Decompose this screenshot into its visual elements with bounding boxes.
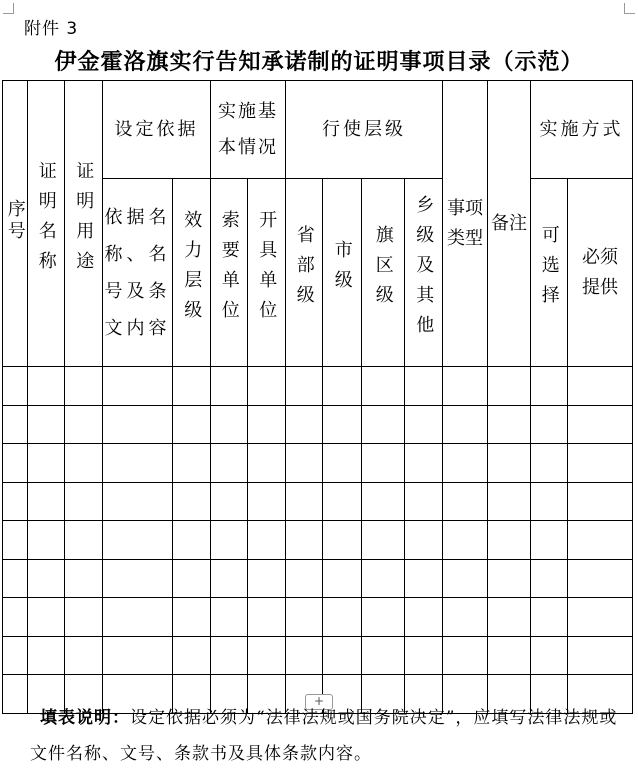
table-cell[interactable] <box>3 675 28 714</box>
table-cell[interactable] <box>362 482 405 521</box>
table-cell[interactable] <box>286 598 323 637</box>
table-cell[interactable] <box>568 444 633 483</box>
table-cell[interactable] <box>65 559 103 598</box>
table-cell[interactable] <box>488 521 531 560</box>
table-cell[interactable] <box>173 636 211 675</box>
table-cell[interactable] <box>405 598 443 637</box>
table-cell[interactable] <box>248 482 286 521</box>
header-impl-issue: 开具单位 <box>248 179 286 367</box>
table-cell[interactable] <box>568 482 633 521</box>
table-cell[interactable] <box>443 482 488 521</box>
table-cell[interactable] <box>28 598 65 637</box>
table-cell[interactable] <box>568 559 633 598</box>
table-cell[interactable] <box>488 367 531 406</box>
fill-instructions-text: 设定依据必须为“法律法规或国务院决定”，应填写法律法规或文件名称、文号、条款书及具体条款内容。 <box>30 708 618 764</box>
table-cell[interactable] <box>173 598 211 637</box>
table-cell[interactable] <box>103 444 173 483</box>
table-cell[interactable] <box>103 367 173 406</box>
header-basis-group: 设定依据 <box>103 81 211 179</box>
table-cell[interactable] <box>28 521 65 560</box>
table-cell[interactable] <box>173 559 211 598</box>
table-cell[interactable] <box>3 598 28 637</box>
fill-instructions-label: 填表说明： <box>40 708 130 728</box>
table-row <box>3 444 633 483</box>
table-cell[interactable] <box>323 482 362 521</box>
table-cell[interactable] <box>531 482 568 521</box>
table-cell[interactable] <box>211 559 248 598</box>
table-cell[interactable] <box>488 405 531 444</box>
table-cell[interactable] <box>405 559 443 598</box>
table-cell[interactable] <box>28 636 65 675</box>
table-cell[interactable] <box>286 521 323 560</box>
table-cell[interactable] <box>531 521 568 560</box>
table-cell[interactable] <box>531 636 568 675</box>
table-cell[interactable] <box>488 444 531 483</box>
table-cell[interactable] <box>323 559 362 598</box>
table-cell[interactable] <box>531 598 568 637</box>
header-impl-group: 实施基本情况 <box>211 81 286 179</box>
table-cell[interactable] <box>248 559 286 598</box>
table-cell[interactable] <box>488 636 531 675</box>
table-cell[interactable] <box>248 521 286 560</box>
header-type: 事项类型 <box>443 81 488 367</box>
page-title: 伊金霍洛旗实行告知承诺制的证明事项目录（示范） <box>54 49 584 75</box>
table-cell[interactable] <box>286 444 323 483</box>
table-cell[interactable] <box>211 444 248 483</box>
table-cell[interactable] <box>405 405 443 444</box>
table-cell[interactable] <box>568 521 633 560</box>
table-cell[interactable] <box>65 444 103 483</box>
table-cell[interactable] <box>28 559 65 598</box>
table-cell[interactable] <box>103 482 173 521</box>
table-cell[interactable] <box>323 444 362 483</box>
catalog-table <box>2 80 633 714</box>
table-cell[interactable] <box>531 559 568 598</box>
table-cell[interactable] <box>28 444 65 483</box>
header-level-city: 市级 <box>323 179 362 367</box>
table-cell[interactable] <box>173 521 211 560</box>
table-cell[interactable] <box>488 559 531 598</box>
table-cell[interactable] <box>248 636 286 675</box>
table-cell[interactable] <box>65 482 103 521</box>
table-cell[interactable] <box>211 482 248 521</box>
table-cell[interactable] <box>65 636 103 675</box>
table-cell[interactable] <box>362 598 405 637</box>
table-cell[interactable] <box>3 482 28 521</box>
page-corner-mark <box>3 3 14 14</box>
table-cell[interactable] <box>3 367 28 406</box>
table-cell[interactable] <box>286 405 323 444</box>
table-cell[interactable] <box>28 405 65 444</box>
table-cell[interactable] <box>103 598 173 637</box>
table-cell[interactable] <box>211 405 248 444</box>
header-basis-level: 效力层级 <box>173 179 211 367</box>
header-method-optional: 可选择 <box>531 179 568 367</box>
table-row <box>3 598 633 637</box>
table-cell[interactable] <box>211 367 248 406</box>
table-cell[interactable] <box>28 482 65 521</box>
table-cell[interactable] <box>103 521 173 560</box>
table-cell[interactable] <box>173 444 211 483</box>
table-cell[interactable] <box>405 482 443 521</box>
table-cell[interactable] <box>443 405 488 444</box>
table-cell[interactable] <box>443 636 488 675</box>
table-cell[interactable] <box>211 521 248 560</box>
table-cell[interactable] <box>323 636 362 675</box>
header-seq: 序号 <box>3 81 28 367</box>
header-cert-name: 证明名称 <box>28 81 65 367</box>
table-cell[interactable] <box>568 367 633 406</box>
table-cell[interactable] <box>531 405 568 444</box>
table-cell[interactable] <box>173 482 211 521</box>
attachment-label: 附件 3 <box>24 19 79 39</box>
table-row <box>3 405 633 444</box>
table-cell[interactable] <box>286 367 323 406</box>
table-row <box>3 559 633 598</box>
header-impl-request: 索要单位 <box>211 179 248 367</box>
table-cell[interactable] <box>248 405 286 444</box>
table-cell[interactable] <box>531 444 568 483</box>
table-cell[interactable] <box>531 367 568 406</box>
table-cell[interactable] <box>568 405 633 444</box>
table-cell[interactable] <box>362 405 405 444</box>
table-cell[interactable] <box>362 636 405 675</box>
table-cell[interactable] <box>3 444 28 483</box>
header-method-required: 必须提供 <box>568 179 633 367</box>
table-row <box>3 482 633 521</box>
table-cell[interactable] <box>286 636 323 675</box>
table-cell[interactable] <box>405 367 443 406</box>
table-cell[interactable] <box>443 559 488 598</box>
header-method-group: 实施方式 <box>531 81 633 179</box>
table-cell[interactable] <box>488 482 531 521</box>
table-cell[interactable] <box>28 367 65 406</box>
fill-instructions <box>30 700 620 772</box>
table-cell[interactable] <box>323 521 362 560</box>
table-cell[interactable] <box>362 444 405 483</box>
table-cell[interactable] <box>3 405 28 444</box>
header-level-town: 乡级及其他 <box>405 179 443 367</box>
table-cell[interactable] <box>211 636 248 675</box>
header-cert-use: 证明用途 <box>65 81 103 367</box>
table-cell[interactable] <box>65 521 103 560</box>
table-cell[interactable] <box>568 598 633 637</box>
table-cell[interactable] <box>65 405 103 444</box>
table-cell[interactable] <box>405 636 443 675</box>
table-cell[interactable] <box>65 367 103 406</box>
table-cell[interactable] <box>248 598 286 637</box>
table-cell[interactable] <box>286 482 323 521</box>
table-cell[interactable] <box>103 636 173 675</box>
table-cell[interactable] <box>3 559 28 598</box>
table-cell[interactable] <box>103 405 173 444</box>
table-cell[interactable] <box>248 444 286 483</box>
header-level-banner: 旗区级 <box>362 179 405 367</box>
header-basis-name: 依据名称、名号及条文内容 <box>103 179 173 367</box>
table-cell[interactable] <box>405 521 443 560</box>
header-level-group: 行使层级 <box>286 81 443 179</box>
table-cell[interactable] <box>65 598 103 637</box>
plus-icon: + <box>313 694 325 708</box>
table-row <box>3 367 633 406</box>
table-cell[interactable] <box>488 598 531 637</box>
table-cell[interactable] <box>286 559 323 598</box>
table-cell[interactable] <box>103 559 173 598</box>
table-cell[interactable] <box>323 405 362 444</box>
header-remark: 备注 <box>488 81 531 367</box>
table-cell[interactable] <box>3 636 28 675</box>
table-cell[interactable] <box>173 405 211 444</box>
table-cell[interactable] <box>173 367 211 406</box>
table-cell[interactable] <box>211 598 248 637</box>
table-row <box>3 636 633 675</box>
table-cell[interactable] <box>362 521 405 560</box>
table-cell[interactable] <box>248 367 286 406</box>
table-cell[interactable] <box>443 598 488 637</box>
table-cell[interactable] <box>362 559 405 598</box>
table-cell[interactable] <box>443 521 488 560</box>
table-cell[interactable] <box>443 367 488 406</box>
header-level-province: 省部级 <box>286 179 323 367</box>
table-row <box>3 521 633 560</box>
table-cell[interactable] <box>443 444 488 483</box>
page-corner-mark <box>624 3 635 14</box>
table-cell[interactable] <box>568 636 633 675</box>
table-cell[interactable] <box>323 367 362 406</box>
table-cell[interactable] <box>323 598 362 637</box>
table-cell[interactable] <box>362 367 405 406</box>
table-cell[interactable] <box>405 444 443 483</box>
table-cell[interactable] <box>3 521 28 560</box>
